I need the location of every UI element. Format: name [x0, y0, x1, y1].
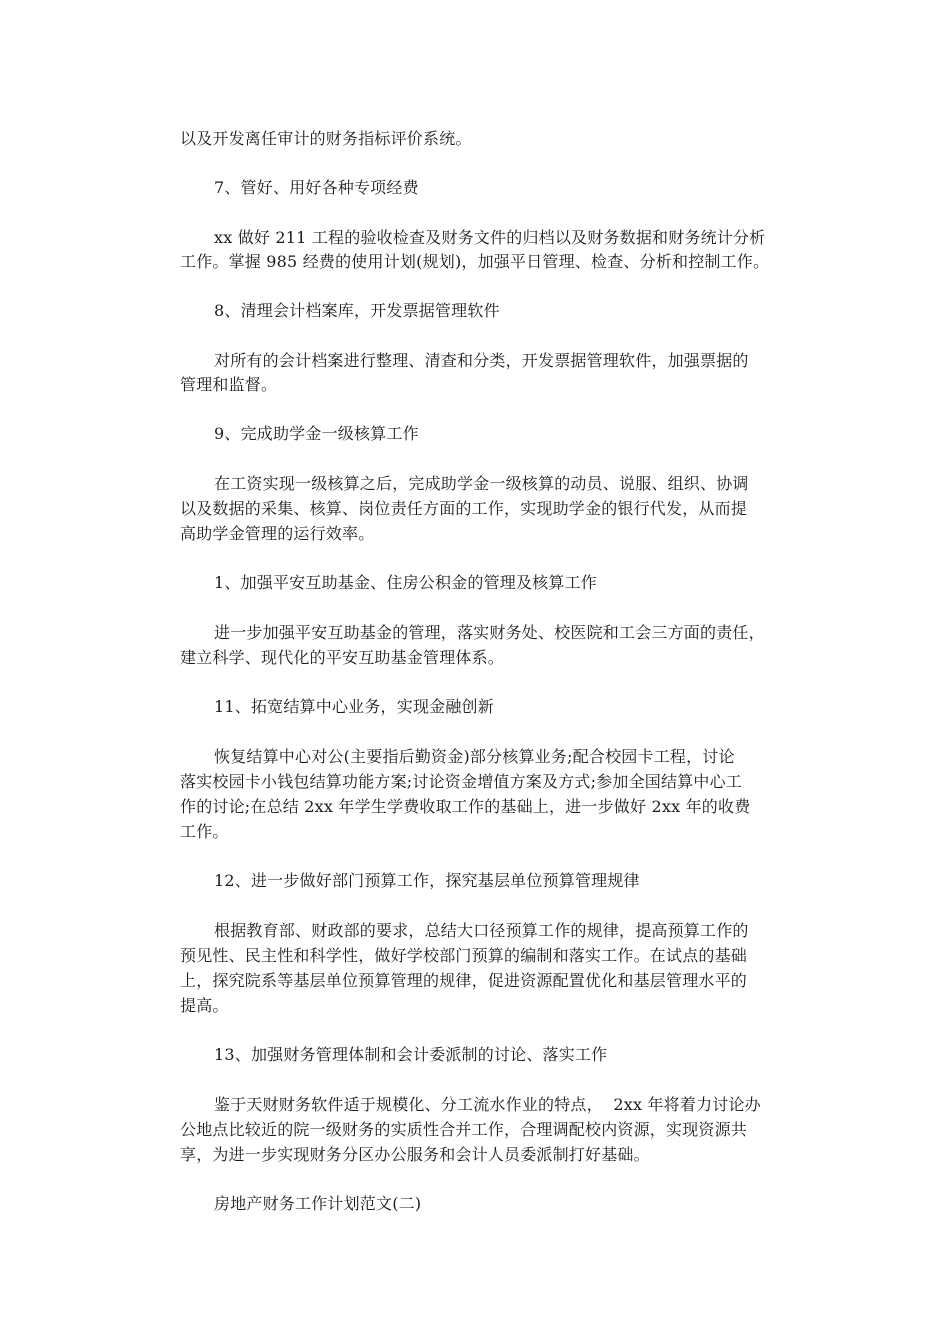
text-line: 建立科学、现代化的平安互助基金管理体系。: [180, 648, 505, 667]
text-line: 对所有的会计档案进行整理、清查和分类，开发票据管理软件，加强票据的: [214, 351, 749, 370]
text-line: 工作。掌握 985 经费的使用计划(规划)，加强平日管理、检查、分析和控制工作。: [180, 252, 770, 271]
text-line: 预见性、民主性和科学性，做好学校部门预算的编制和落实工作。在试点的基础: [180, 946, 748, 965]
document-subtitle: 房地产财务工作计划范文(二): [214, 1194, 422, 1213]
text-line: 恢复结算中心对公(主要指后勤资金)部分核算业务;配合校园卡工程，讨论: [214, 747, 735, 766]
section-heading: 12、进一步做好部门预算工作，探究基层单位预算管理规律: [214, 871, 640, 890]
section-heading: 11、拓宽结算中心业务，实现金融创新: [214, 697, 494, 716]
text-line: 以及数据的采集、核算、岗位责任方面的工作，实现助学金的银行代发，从而提: [180, 499, 748, 518]
section-heading: 9、完成助学金一级核算工作: [214, 424, 419, 443]
text-line: xx 做好 211 工程的验收检查及财务文件的归档以及财务数据和财务统计分析: [214, 228, 766, 247]
text-line: 根据教育部、财政部的要求，总结大口径预算工作的规律，提高预算工作的: [214, 921, 749, 940]
text-line: 工作。: [180, 822, 229, 841]
section-heading: 13、加强财务管理体制和会计委派制的讨论、落实工作: [214, 1045, 608, 1064]
text-line: 管理和监督。: [180, 375, 278, 394]
text-line: 进一步加强平安互助基金的管理，落实财务处、校医院和工会三方面的责任，: [214, 623, 765, 642]
text-line: 享，为进一步实现财务分区办公服务和会计人员委派制打好基础。: [180, 1145, 650, 1164]
text-line: 鉴于天财财务软件适于规模化、分工流水作业的特点， 2xx 年将着力讨论办: [214, 1095, 761, 1114]
text-line: 落实校园卡小钱包结算功能方案;讨论资金增值方案及方式;参加全国结算中心工: [180, 772, 742, 791]
text-line: 在工资实现一级核算之后，完成助学金一级核算的动员、说服、组织、协调: [214, 474, 749, 493]
section-heading: 1、加强平安互助基金、住房公积金的管理及核算工作: [214, 573, 597, 592]
text-line: 高助学金管理的运行效率。: [180, 524, 375, 543]
section-heading: 7、管好、用好各种专项经费: [214, 178, 419, 197]
text-line: 上，探究院系等基层单位预算管理的规律，促进资源配置优化和基层管理水平的: [180, 971, 748, 990]
section-heading: 8、清理会计档案库，开发票据管理软件: [214, 301, 500, 320]
text-line: 作的讨论;在总结 2xx 年学生学费收取工作的基础上，进一步做好 2xx 年的收费: [180, 797, 751, 816]
text-line: 提高。: [180, 996, 229, 1015]
text-line: 公地点比较近的院一级财务的实质性合并工作，合理调配校内资源，实现资源共: [180, 1120, 748, 1139]
text-line: 以及开发离任审计的财务指标评价系统。: [180, 129, 472, 148]
